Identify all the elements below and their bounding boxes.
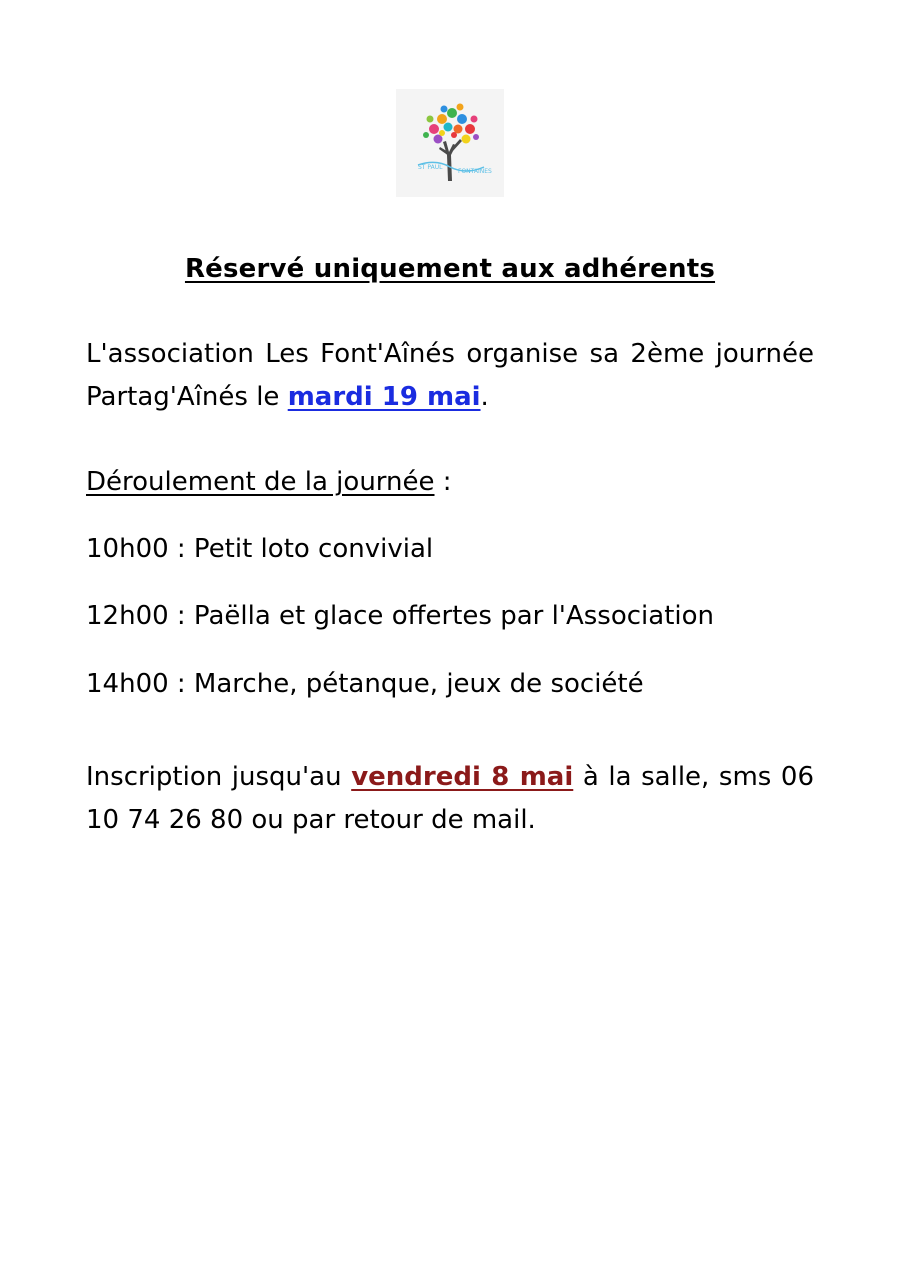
svg-text:FONTAINES: FONTAINES: [458, 168, 492, 175]
inscription-paragraph: [86, 756, 814, 842]
svg-text:ST PAUL: ST PAUL: [418, 164, 443, 171]
deadline-date: vendredi 8 mai: [351, 762, 574, 792]
association-logo: [396, 89, 504, 197]
tree-of-hands-logo-icon: [396, 89, 504, 197]
intro-text: L'association Les Font'Aînés organise sa 2ème journée Partag'Aînés le: [86, 339, 814, 412]
page-title: Réservé uniquement aux adhérents: [184, 254, 716, 284]
intro-end: .: [480, 382, 489, 412]
schedule-title: Déroulement de la journée: [86, 467, 435, 497]
event-date: mardi 19 mai: [287, 382, 481, 412]
schedule-heading: [86, 461, 814, 504]
inscription-end: à la salle, sms 06 10 74 26 80 ou par retour de mail.: [86, 762, 814, 835]
schedule-item: 12h00 : Paëlla et glace offertes par l'Association: [86, 601, 714, 631]
schedule-item: 10h00 : Petit loto convivial: [86, 534, 434, 564]
schedule-title-suffix: :: [434, 467, 452, 497]
intro-paragraph: [86, 333, 814, 419]
inscription-text: Inscription jusqu'au: [86, 762, 352, 792]
schedule-item: 14h00 : Marche, pétanque, jeux de société: [86, 669, 644, 699]
